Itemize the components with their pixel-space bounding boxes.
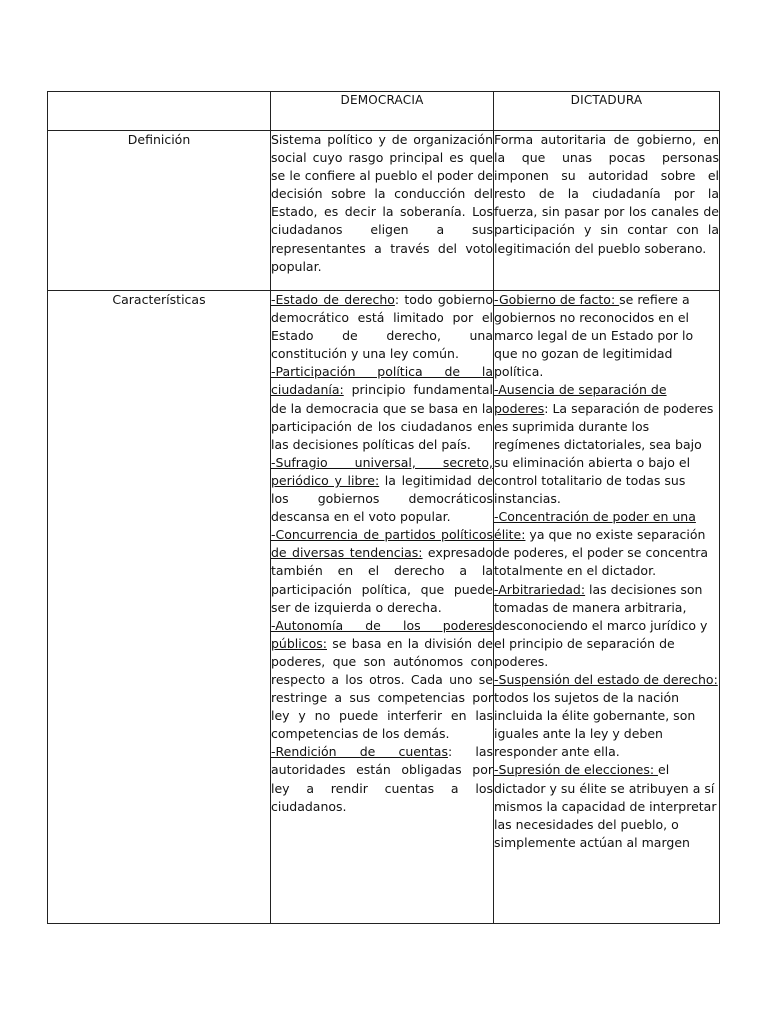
feature-title: -Gobierno de facto: — [494, 292, 620, 307]
row-label-caracteristicas: Características — [48, 291, 271, 924]
feature-item — [271, 363, 493, 453]
feature-text: se refiere a gobiernos no reconocidos en el marco legal de un Estado por lo que no gozan de legitimidad política. — [494, 292, 694, 380]
feature-title: -Estado de derecho — [271, 292, 395, 307]
feature-item — [494, 581, 719, 671]
caracteristicas-row — [48, 291, 720, 924]
feature-item — [271, 454, 493, 526]
feature-item — [271, 291, 493, 363]
feature-text: : La separación de poderes es suprimida durante los regímenes dictatoriales, sea bajo su eliminación abierta o bajo el control totalitario de todas sus instancias. — [494, 400, 714, 507]
feature-title: -Arbitrariedad: — [494, 581, 586, 597]
feature-item — [494, 761, 719, 851]
definicion-row — [48, 131, 720, 291]
caracteristicas-dictadura-cell — [494, 291, 720, 924]
feature-item — [271, 526, 493, 616]
feature-title: -Concentración de poder en una élite: — [494, 509, 696, 543]
feature-text: ya que no existe separación de poderes, el poder se concentra totalmente en el dictador. — [494, 527, 709, 579]
feature-text: el dictador y su élite se atribuyen a sí mismos la capacidad de interpretar las necesidades del pueblo, o simplemente actúan al margen — [494, 762, 717, 850]
feature-item — [494, 381, 719, 508]
feature-text: expresado también en el derecho a la participación política, que puede ser de izquierda o derecha. — [271, 545, 493, 615]
feature-title: -Ausencia de separación de poderes — [494, 382, 667, 416]
feature-text: : las autoridades están obligadas por ley a rendir cuentas a los ciudadanos. — [271, 744, 493, 814]
feature-text: las decisiones son tomadas de manera arbitraria, desconociendo el marco jurídico y el principio de separación de poderes. — [494, 581, 708, 669]
feature-item — [271, 617, 493, 744]
feature-item — [494, 671, 719, 761]
feature-title: -Supresión de elecciones: — [494, 762, 659, 778]
definicion-dictadura-cell — [494, 131, 720, 291]
feature-title: -Autonomía de los poderes públicos: — [271, 617, 493, 651]
row-label-definicion: Definición — [48, 131, 271, 291]
feature-title: -Suspensión del estado de derecho: — [494, 671, 718, 687]
feature-title: -Rendición de cuentas — [271, 744, 448, 760]
feature-text: se basa en la división de poderes, que son autónomos con respecto a los otros. Cada uno se restringe a sus competencias por ley y no puede interferir en las competencias de los demás. — [271, 635, 493, 742]
feature-title: -Sufragio universal, secreto, periódico y libre: — [271, 454, 493, 488]
header-democracia: DEMOCRACIA — [271, 92, 494, 131]
feature-title: -Concurrencia de partidos políticos de diversas tendencias: — [271, 527, 493, 561]
comparison-table — [47, 91, 720, 924]
definicion-democracia-cell — [271, 131, 494, 291]
feature-item — [494, 291, 719, 381]
definicion-democracia-text: Sistema político y de organización social cuyo rasgo principal es que se le confiere al pueblo el poder de decisión sobre la conducción del Estado, es decir la soberanía. Los ciudadanos eligen a sus representantes a través del voto popular. — [271, 132, 493, 274]
feature-text: la legitimidad de los gobiernos democráticos descansa en el voto popular. — [271, 472, 493, 525]
header-row — [48, 92, 720, 131]
feature-item — [271, 743, 493, 815]
header-empty-cell — [48, 92, 271, 131]
feature-text: : todo gobierno democrático está limitado por el Estado de derecho, una constitución y una ley común. — [271, 292, 493, 362]
caracteristicas-democracia-cell — [271, 291, 494, 924]
feature-title: -Participación política de la ciudadanía: — [271, 364, 493, 398]
feature-text: todos los sujetos de la nación incluida la élite gobernante, son iguales ante la ley y deben responder ante ella. — [494, 690, 696, 760]
feature-item — [494, 508, 719, 580]
header-dictadura: DICTADURA — [494, 92, 720, 131]
definicion-dictadura-text: Forma autoritaria de gobierno, en la que unas pocas personas imponen su autoridad sobre el resto de la ciudadanía por la fuerza, sin pasar por los canales de participación y sin contar con la legitimación del pueblo soberano. — [494, 132, 719, 256]
feature-text: principio fundamental de la democracia que se basa en la participación de los ciudadanos en las decisiones políticas del país. — [271, 382, 493, 452]
